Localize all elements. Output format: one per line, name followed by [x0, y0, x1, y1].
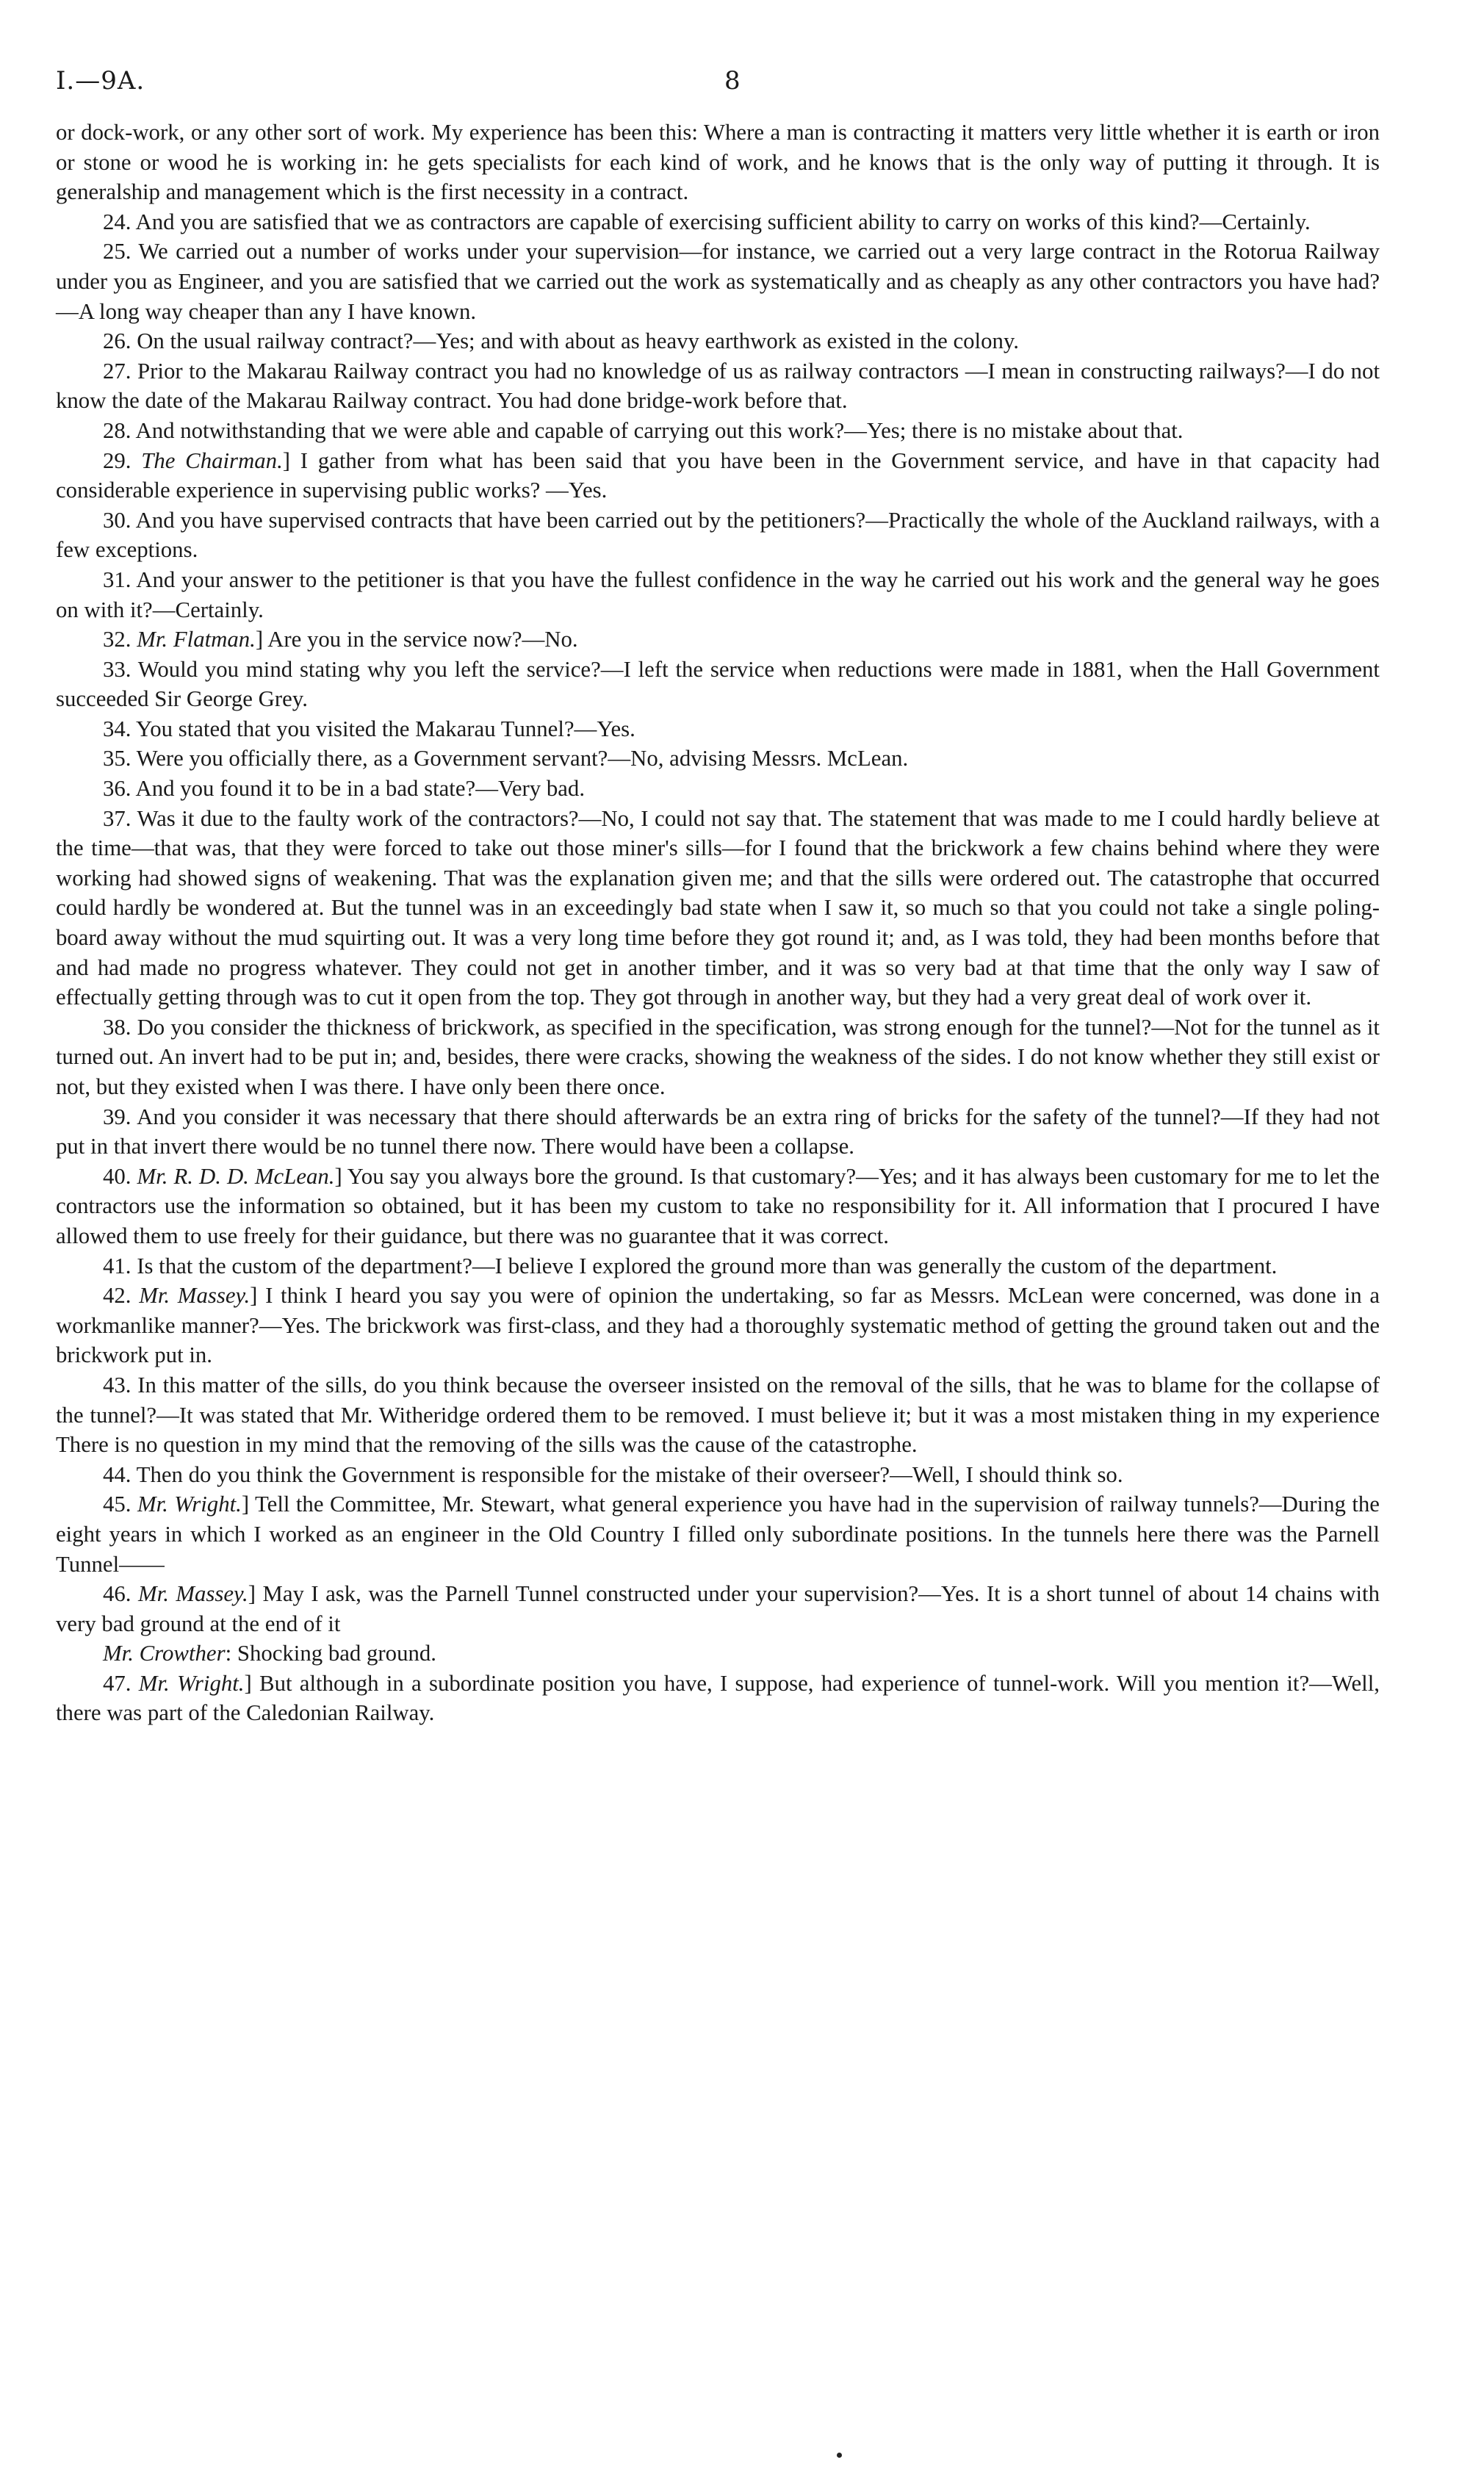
transcript-paragraph — [56, 207, 1380, 237]
paragraph-text: 27. Prior to the Makarau Railway contract you had no knowledge of us as railway contractors —I mean in constructing railways?—I do not know the date of the Makarau Railway contract. You had done bridge-work before that. — [56, 358, 1380, 414]
paragraph-text: 33. Would you mind stating why you left the service?—I left the service when reductions were made in 1881, when the Hall Government succeeded Sir George Grey. — [56, 656, 1380, 712]
transcript-paragraph — [56, 714, 1380, 744]
transcript-paragraph — [56, 1489, 1380, 1579]
transcript-paragraph — [56, 1281, 1380, 1370]
document-body — [56, 118, 1380, 1728]
question-number: 40. — [103, 1163, 137, 1189]
document-page — [56, 60, 1380, 1728]
question-number: 42. — [103, 1283, 140, 1309]
paragraph-text: ] Are you in the service now?—No. — [255, 627, 578, 652]
paragraph-text: 41. Is that the custom of the department?—I believe I explored the ground more than was generally the custom of the department. — [103, 1253, 1278, 1278]
transcript-paragraph — [56, 416, 1380, 446]
transcript-paragraph — [56, 356, 1380, 416]
transcript-paragraph — [56, 565, 1380, 625]
speaker-name: Mr. Wright. — [138, 1670, 245, 1696]
paragraph-text: ] I think I heard you say you were of opinion the undertaking, so far as Messrs. McLean were concerned, was done in a workmanlike manner?—Yes. The brickwork was first-class, and they had a thoroughly systematic method of getting the ground taken out and the brickwork put in. — [56, 1283, 1380, 1368]
paragraph-text: 24. And you are satisfied that we as contractors are capable of exercising sufficient ability to carry on works of this kind?—Certainly. — [103, 209, 1311, 234]
speaker-name: Mr. Massey. — [137, 1581, 248, 1607]
speaker-name: The Chairman. — [141, 447, 283, 473]
question-number: 32. — [103, 627, 137, 652]
transcript-paragraph — [56, 625, 1380, 655]
paragraph-text: 25. We carried out a number of works under your supervision—for instance, we carried out a very large contract in the Rotorua Railway under you as Engineer, and you are satisfied that we carried out the work as systematically and as cheaply as any other contractors you have had?—A long way cheaper than any I have known. — [56, 239, 1380, 324]
transcript-paragraph — [56, 1579, 1380, 1639]
transcript-paragraph — [56, 326, 1380, 356]
paragraph-text: 26. On the usual railway contract?—Yes; and with about as heavy earthwork as existed in the colony. — [103, 328, 1019, 354]
speaker-name: Mr. Wright. — [137, 1492, 242, 1517]
transcript-paragraph — [56, 446, 1380, 506]
transcript-paragraph — [56, 1251, 1380, 1281]
transcript-paragraph — [56, 506, 1380, 565]
transcript-paragraph — [56, 237, 1380, 326]
footer-mark — [837, 2453, 842, 2458]
speaker-name: Mr. Flatman. — [137, 627, 256, 652]
question-number: 46. — [103, 1581, 138, 1607]
paragraph-text: 38. Do you consider the thickness of brickwork, as specified in the specification, was strong enough for the tunnel?—Not for the tunnel as it turned out. An invert had to be put in; and, besides, there were cracks, showing the weakness of the sides. I do not know whether they still exist or not, but they existed when I was there. I have only been there once. — [56, 1014, 1380, 1099]
speaker-name: Mr. R. D. D. McLean. — [137, 1163, 335, 1189]
paragraph-text: 30. And you have supervised contracts that have been carried out by the petitioners?—Practically the whole of the Auckland railways, with a few exceptions. — [56, 507, 1380, 563]
transcript-paragraph — [56, 804, 1380, 1012]
paragraph-text: 34. You stated that you visited the Makarau Tunnel?—Yes. — [103, 716, 635, 741]
paragraph-text: 31. And your answer to the petitioner is that you have the fullest confidence in the way he carried out his work and the general way he goes on with it?—Certainly. — [56, 566, 1380, 622]
transcript-paragraph — [56, 1162, 1380, 1251]
question-number: 45. — [103, 1492, 137, 1517]
transcript-paragraph — [56, 1639, 1380, 1669]
transcript-paragraph — [56, 774, 1380, 804]
paragraph-text: or dock-work, or any other sort of work. My experience has been this: Where a man is contracting it matters very little whether it is earth or iron or stone or wood he is working in: he gets specialists for each kind of work, and he knows that is the only way of putting it through. It is generalship and management which is the first necessity in a contract. — [56, 120, 1380, 205]
question-number: 29. — [103, 447, 142, 473]
paragraph-text: ] May I ask, was the Parnell Tunnel constructed under your supervision?—Yes. It is a short tunnel of about 14 chains with very bad ground at the end of it — [56, 1581, 1380, 1636]
paragraph-text: ] But although in a subordinate position you have, I suppose, had experience of tunnel-work. Will you mention it?—Well, there was part of the Caledonian Railway. — [56, 1670, 1380, 1726]
transcript-paragraph — [56, 1460, 1380, 1490]
speaker-name: Mr. Massey. — [139, 1283, 251, 1309]
paragraph-text: 37. Was it due to the faulty work of the contractors?—No, I could not say that. The statement that was made to me I could hardly believe at the time—that was, that they were forced to take out those miner's sills—for I found that the brickwork a few chains behind where they were working had showed signs of weakening. That was the explanation given me; and that the sills were ordered out. The catastrophe that occurred could hardly be wondered at. But the tunnel was in an exceedingly bad state when I saw it, so much so that you could not take a single poling-board away without the mud squirting out. It was a very long time before they got round it; and, as I was told, they had been months before that and had made no progress whatever. They could not get in another timber, and it was so very bad at that time that the only way I saw of effectually getting through was to cut it open from the top. They got through in another way, but they had a very great deal of work over it. — [56, 805, 1380, 1010]
speaker-name: Mr. Crowther — [103, 1641, 226, 1666]
paragraph-text: 39. And you consider it was necessary that there should afterwards be an extra ring of bricks for the safety of the tunnel?—If they had not put in that invert there would be no tunnel there now. There would have been a collapse. — [56, 1104, 1380, 1159]
transcript-paragraph — [56, 1102, 1380, 1162]
transcript-paragraph — [56, 655, 1380, 714]
transcript-paragraph — [56, 1012, 1380, 1102]
transcript-paragraph — [56, 1669, 1380, 1728]
transcript-paragraph — [56, 744, 1380, 774]
paragraph-text: ] You say you always bore the ground. Is that customary?—Yes; and it has always been customary for me to let the contractors use the information so obtained, but it has been my custom to take no responsibility for it. All information that I procured I have allowed them to use freely for their guidance, but there was no guarantee that it was correct. — [56, 1163, 1380, 1248]
paragraph-text: ] I gather from what has been said that you have been in the Government service, and have in that capacity had considerable experience in supervising public works? —Yes. — [56, 447, 1380, 503]
document-reference: I.—9A. — [56, 66, 145, 96]
question-number: 47. — [103, 1670, 139, 1696]
paragraph-text: ] Tell the Committee, Mr. Stewart, what general experience you have had in the supervision of railway tunnels?—During the eight years in which I worked as an engineer in the Old Country I filled only subordinate positions. In the tunnels here there was the Parnell Tunnel—— — [56, 1492, 1380, 1577]
paragraph-text: 28. And notwithstanding that we were able and capable of carrying out this work?—Yes; there is no mistake about that. — [103, 417, 1184, 443]
paragraph-text: : Shocking bad ground. — [225, 1641, 436, 1666]
paragraph-text: 36. And you found it to be in a bad state?—Very bad. — [103, 776, 586, 802]
paragraph-text: 43. In this matter of the sills, do you think because the overseer insisted on the removal of the sills, that he was to blame for the collapse of the tunnel?—It was stated that Mr. Witheridge ordered them to be removed. I must believe it; but it was a most mistaken thing in my experience There is no question in my mind that the removing of the sills was the cause of the catastrophe. — [56, 1372, 1380, 1458]
page-header — [56, 60, 1380, 118]
paragraph-text: 44. Then do you think the Government is responsible for the mistake of their overseer?—Well, I should think so. — [103, 1461, 1123, 1487]
paragraph-text: 35. Were you officially there, as a Government servant?—No, advising Messrs. McLean. — [103, 746, 909, 771]
transcript-paragraph — [56, 118, 1380, 207]
transcript-paragraph — [56, 1370, 1380, 1460]
page-number: 8 — [724, 66, 741, 96]
